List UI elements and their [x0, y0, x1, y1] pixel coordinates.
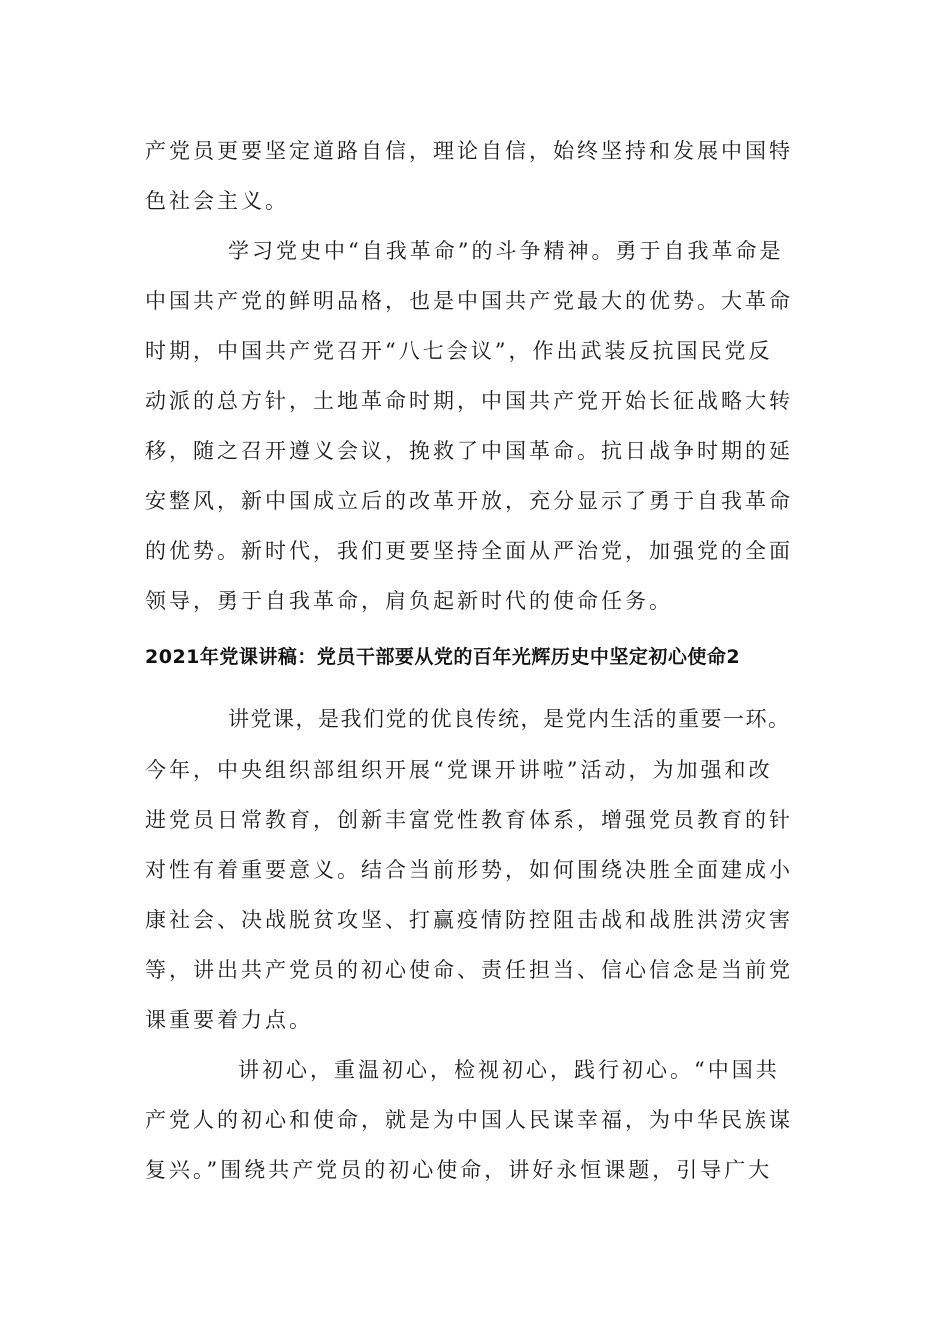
paragraph-2-line-6: 安整风，新中国成立后的改革开放，充分显示了勇于自我革命 [145, 489, 793, 513]
paragraph-1-line-1: 产党员更要坚定道路自信，理论自信，始终坚持和发展中国特 [145, 139, 793, 163]
paragraph-4-line-3: 复兴。”围绕共产党员的初心使命，讲好永恒课题，引导广大 [145, 1158, 773, 1182]
paragraph-2-line-2: 中国共产党的鲜明品格，也是中国共产党最大的优势。大革命 [145, 289, 793, 313]
paragraph-3-line-2: 今年，中央组织部组织开展“党课开讲啦”活动，为加强和改 [145, 758, 773, 782]
paragraph-3-line-5: 康社会、决战脱贫攻坚、打赢疫情防控阻击战和战胜洪涝灾害 [145, 908, 793, 932]
paragraph-1-line-2: 色社会主义。 [145, 189, 289, 213]
paragraph-2-line-4: 动派的总方针，土地革命时期，中国共产党开始长征战略大转 [145, 389, 793, 413]
paragraph-4-line-2: 产党人的初心和使命，就是为中国人民谋幸福，为中华民族谋 [145, 1108, 793, 1132]
paragraph-3-line-4: 对性有着重要意义。结合当前形势，如何围绕决胜全面建成小 [145, 858, 793, 882]
section-heading: 2021年党课讲稿：党员干部要从党的百年光辉历史中坚定初心使命2 [145, 646, 741, 668]
paragraph-4-line-1: 讲初心，重温初心，检视初心，践行初心。“中国共 [238, 1058, 780, 1082]
paragraph-3-line-7: 课重要着力点。 [145, 1008, 313, 1032]
paragraph-2-line-5: 移，随之召开遵义会议，挽救了中国革命。抗日战争时期的延 [145, 439, 793, 463]
paragraph-3-line-1: 讲党课，是我们党的优良传统，是党内生活的重要一环。 [228, 707, 791, 731]
paragraph-3-line-3: 进党员日常教育，创新丰富党性教育体系，增强党员教育的针 [145, 808, 793, 832]
paragraph-3-line-6: 等，讲出共产党员的初心使命、责任担当、信心信念是当前党 [145, 958, 793, 982]
paragraph-2-line-3: 时期，中国共产党召开“八七会议”，作出武装反抗国民党反 [145, 339, 773, 363]
paragraph-2-line-8: 领导，勇于自我革命，肩负起新时代的使命任务。 [145, 589, 673, 613]
paragraph-2-line-1: 学习党史中“自我革命”的斗争精神。勇于自我革命是 [228, 239, 784, 263]
paragraph-2-line-7: 的优势。新时代，我们更要坚持全面从严治党，加强党的全面 [145, 539, 793, 563]
